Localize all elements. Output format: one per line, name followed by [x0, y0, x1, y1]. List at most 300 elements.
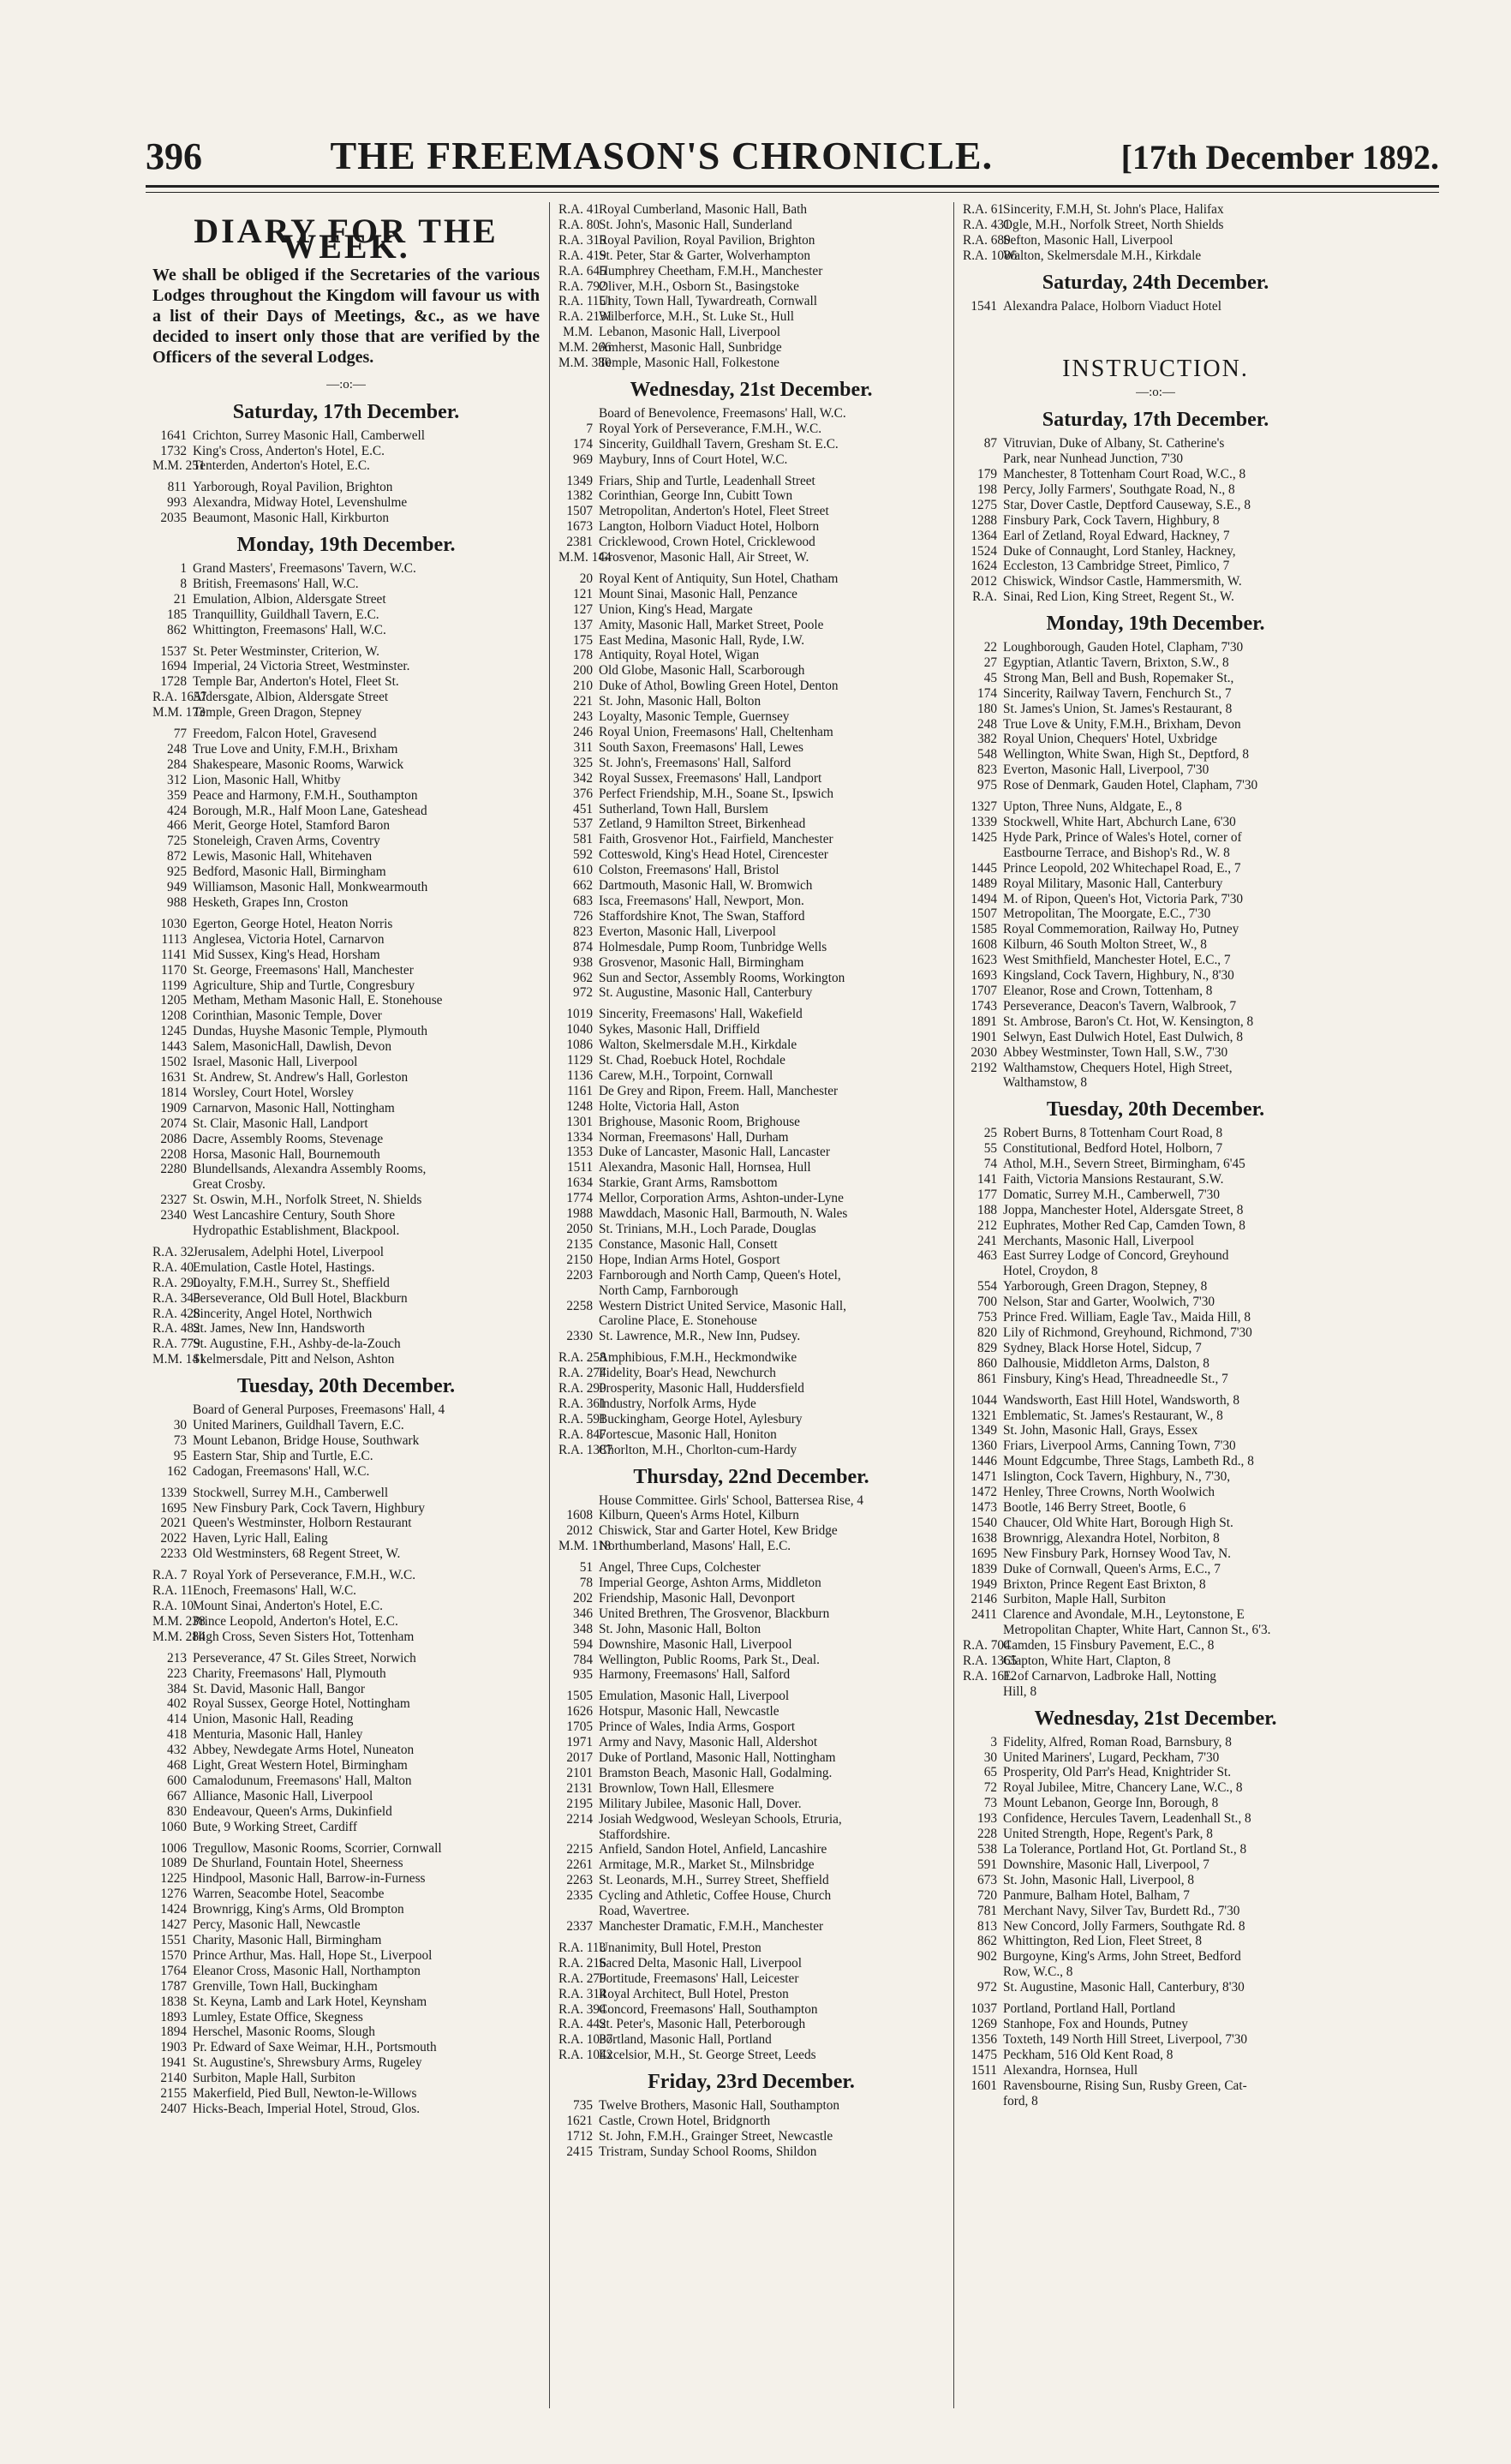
page-number: 396 — [146, 135, 202, 177]
lodge-entry — [152, 2040, 540, 2055]
lodge-number: 188 — [977, 1202, 997, 1217]
lodge-number: 972 — [977, 1980, 997, 1995]
lodge-entry — [152, 1630, 540, 1645]
lodge-entry — [963, 1842, 1348, 1857]
lodge-number: R.A. 431 — [963, 217, 1011, 232]
lodge-number: 243 — [573, 709, 593, 725]
lodge-details: St. John, Masonic Hall, Liverpool, 8 — [1003, 1872, 1195, 1887]
lodge-number: 862 — [977, 1934, 997, 1949]
lodge-entry — [558, 971, 944, 986]
lodge-number: 1839 — [971, 1561, 997, 1576]
lodge-number: R.A. — [972, 589, 997, 605]
lodge-number: 1339 — [160, 1485, 187, 1500]
lodge-entry — [558, 1781, 944, 1797]
lodge-number: R.A. 274 — [558, 1366, 606, 1381]
lodge-entry — [558, 1329, 944, 1344]
lodge-details: Chiswick, Star and Garter Hotel, Kew Bridge — [599, 1523, 838, 1539]
lodge-entry — [963, 1780, 1348, 1796]
lodge-entry — [152, 1132, 540, 1147]
lodge-number: 1814 — [160, 1085, 187, 1100]
lodge-details: Alexandra, Masonic Hall, Hornsea, Hull — [599, 1160, 811, 1175]
lodge-number: 348 — [573, 1621, 593, 1636]
lodge-entry — [152, 561, 540, 577]
lodge-number: 178 — [573, 648, 593, 663]
day-heading: Wednesday, 21st December. — [630, 378, 873, 401]
lodge-number: 1339 — [971, 815, 997, 829]
lodge-entry — [152, 495, 540, 511]
lodge-number: 72 — [983, 1780, 997, 1796]
lodge-number: 325 — [573, 755, 593, 770]
lodge-entry — [558, 1299, 944, 1314]
lodge-details: Staffordshire Knot, The Swan, Stafford — [599, 908, 805, 924]
lodge-details: Park, near Nunhead Junction, 7'30 — [1003, 452, 1184, 467]
lodge-details: Royal Pavilion, Royal Pavilion, Brighton — [599, 232, 815, 248]
lodge-entry — [558, 279, 944, 295]
lodge-entry — [152, 1116, 540, 1132]
lodge-entry — [558, 1919, 944, 1935]
lodge-details: St. Keyna, Lamb and Lark Hotel, Keynsham — [193, 1994, 427, 2009]
lodge-details: New Finsbury Park, Hornsey Wood Tav, N. — [1003, 1546, 1231, 1561]
lodge-details: Antiquity, Royal Hotel, Wigan — [599, 648, 760, 663]
lodge-entry — [558, 2114, 944, 2129]
lodge-details: Downshire, Masonic Hall, Liverpool, 7 — [1003, 1857, 1209, 1872]
lodge-details: Perseverance, 47 St. Giles Street, Norwich — [193, 1650, 416, 1666]
lodge-entry — [963, 717, 1348, 733]
lodge-entry — [558, 294, 944, 309]
lodge-details: Union, King's Head, Margate — [599, 601, 753, 617]
lodge-details: Brighouse, Masonic Room, Brighouse — [599, 1114, 800, 1129]
lodge-entry — [558, 1396, 944, 1412]
lodge-entry — [963, 640, 1348, 655]
lodge-details: Mount Sinai, Masonic Hall, Penzance — [599, 586, 797, 601]
lodge-entry — [963, 1218, 1348, 1234]
lodge-entry — [152, 1337, 540, 1352]
lodge-details: Hyde Park, Prince of Wales's Hotel, corner of — [1003, 829, 1242, 845]
lodge-details: Prosperity, Old Parr's Head, Knightrider St. — [1003, 1765, 1232, 1780]
lodge-entry — [152, 1177, 540, 1193]
lodge-number: 2155 — [160, 2086, 187, 2102]
lodge-number: 2086 — [160, 1131, 187, 1146]
lodge-details: Imperial George, Ashton Arms, Middleton — [599, 1576, 821, 1591]
lodge-number: R.A. 2131 — [558, 309, 613, 325]
lodge-number: 77 — [173, 727, 187, 742]
lodge-number: 45 — [983, 670, 997, 685]
page-header — [146, 133, 1439, 182]
lodge-number: 1199 — [160, 978, 187, 993]
lodge-entry — [152, 1208, 540, 1223]
lodge-entry — [558, 1068, 944, 1084]
lodge-entry — [152, 948, 540, 963]
lodge-number: 1909 — [160, 1100, 187, 1115]
lodge-entry — [152, 1070, 540, 1085]
lodge-entry — [558, 618, 944, 633]
lodge-number: M.M. 266 — [558, 340, 612, 356]
lodge-number: 1941 — [160, 2055, 187, 2071]
lodge-entry — [152, 1101, 540, 1116]
lodge-number: 2330 — [566, 1329, 593, 1344]
lodge-entry — [152, 963, 540, 978]
lodge-details: Charity, Masonic Hall, Birmingham — [193, 1933, 382, 1947]
lodge-details: Manchester Dramatic, F.M.H., Manchester — [599, 1918, 824, 1934]
lodge-number: 418 — [167, 1727, 187, 1743]
lodge-details: Fortescue, Masonic Hall, Honiton — [599, 1426, 777, 1442]
lodge-entry — [963, 2048, 1348, 2063]
lodge-details: Joppa, Manchester Hotel, Aldersgate Street, 8 — [1003, 1202, 1244, 1217]
lodge-details: Board of Benevolence, Freemasons' Hall, W.C. — [599, 405, 846, 421]
lodge-number: 376 — [573, 786, 593, 801]
lodge-details: St. Augustine, F.H., Ashby-de-la-Zouch — [193, 1337, 401, 1352]
lodge-details: St. Augustine, Masonic Hall, Canterbury, 8'30 — [1003, 1980, 1245, 1995]
lodge-entry — [963, 1141, 1348, 1157]
lodge-number: 1353 — [566, 1145, 593, 1160]
lodge-entry — [963, 778, 1348, 793]
lodge-number: 221 — [573, 694, 593, 709]
lodge-number: 1732 — [160, 443, 187, 458]
lodge-details: E. of Carnarvon, Ladbroke Hall, Notting — [1003, 1668, 1216, 1684]
lodge-entry — [558, 2017, 944, 2032]
lodge-entry — [558, 1704, 944, 1719]
lodge-entry — [963, 1965, 1348, 1980]
lodge-number: M.M. 173 — [152, 705, 206, 721]
lodge-number: 175 — [573, 632, 593, 648]
lodge-number: 1327 — [971, 799, 997, 815]
lodge-details: Royal Kent of Antiquity, Sun Hotel, Chatham — [599, 571, 839, 586]
lodge-details: Hesketh, Grapes Inn, Croston — [193, 895, 349, 910]
lodge-details: South Saxon, Freemasons' Hall, Lewes — [599, 739, 803, 755]
lodge-details: Grosvenor, Masonic Hall, Birmingham — [599, 954, 804, 970]
lodge-number: 2021 — [160, 1516, 187, 1531]
lodge-entry — [963, 1469, 1348, 1485]
lodge-number: 975 — [977, 778, 997, 793]
lodge-entry — [558, 1084, 944, 1099]
lodge-entry — [963, 1857, 1348, 1873]
lodge-details: Western District United Service, Masonic Hall, — [599, 1298, 846, 1313]
lodge-number: 1893 — [160, 2009, 187, 2024]
lodge-entry — [558, 504, 944, 519]
lodge-details: St. Peter's, Masonic Hall, Peterborough — [599, 2017, 806, 2032]
lodge-entry — [558, 519, 944, 535]
lodge-number: 202 — [573, 1590, 593, 1606]
lodge-details: New Finsbury Park, Cock Tavern, Highbury — [193, 1500, 425, 1516]
lodge-entry — [963, 513, 1348, 529]
lodge-details: Islington, Cock Tavern, Highbury, N., 7'30, — [1003, 1469, 1231, 1485]
lodge-number: 73 — [173, 1432, 187, 1448]
column-1 — [152, 202, 540, 2117]
lodge-number: 2261 — [566, 1857, 593, 1873]
lodge-entry — [558, 1576, 944, 1591]
lodge-details: Sincerity, F.M.H, St. John's Place, Halifax — [1003, 202, 1224, 217]
lodge-entry — [963, 1408, 1348, 1424]
lodge-number: 2050 — [566, 1222, 593, 1236]
lodge-entry — [558, 663, 944, 679]
lodge-entry — [152, 993, 540, 1008]
lodge-number: 813 — [977, 1918, 997, 1934]
lodge-number: R.A. 482 — [152, 1321, 200, 1337]
lodge-number: 466 — [167, 818, 187, 834]
lodge-details: New Concord, Jolly Farmers, Southgate Rd. 8 — [1003, 1918, 1245, 1934]
lodge-list — [963, 299, 1348, 314]
lodge-list — [558, 202, 944, 371]
lodge-number: 1360 — [971, 1438, 997, 1454]
lodge-number: 1695 — [971, 1546, 997, 1561]
lodge-number: 720 — [977, 1887, 997, 1903]
lodge-details: M. of Ripon, Queen's Hot, Victoria Park, 7'30 — [1003, 891, 1244, 906]
lodge-details: St. Andrew, St. Andrew's Hall, Gorleston — [193, 1069, 409, 1085]
lodge-details: Merit, George Hotel, Stamford Baron — [193, 818, 390, 834]
lodge-number: 1473 — [971, 1499, 997, 1515]
lodge-entry — [963, 1061, 1348, 1076]
lodge-number: 1141 — [160, 947, 187, 962]
lodge-details: Lewis, Masonic Hall, Whitehaven — [193, 849, 373, 864]
lodge-entry — [558, 1971, 944, 1987]
lodge-details: Prince Arthur, Mas. Hall, Hope St., Liverpool — [193, 1947, 433, 1963]
lodge-entry — [152, 1820, 540, 1835]
lodge-details: Everton, Masonic Hall, Liverpool — [599, 924, 776, 939]
lodge-entry — [558, 1130, 944, 1145]
lodge-number: 346 — [573, 1606, 593, 1621]
lodge-details: Bootle, 146 Berry Street, Bootle, 6 — [1003, 1499, 1186, 1515]
lodge-list — [963, 436, 1348, 605]
lodge-entry — [963, 1203, 1348, 1218]
lodge-number: 1511 — [566, 1160, 593, 1175]
lodge-entry — [963, 1546, 1348, 1562]
lodge-number: 1694 — [160, 659, 187, 674]
lodge-entry — [558, 1160, 944, 1175]
lodge-details: Finsbury, King's Head, Threadneedle St., 7 — [1003, 1371, 1228, 1386]
lodge-entry — [558, 1719, 944, 1735]
lodge-number: 1537 — [160, 643, 187, 659]
lodge-entry — [558, 816, 944, 832]
lodge-number: 1507 — [971, 906, 997, 922]
lodge-number: 1743 — [971, 998, 997, 1014]
lodge-entry — [963, 299, 1348, 314]
lodge-details: Bramston Beach, Masonic Hall, Godalming. — [599, 1765, 833, 1780]
lodge-entry — [558, 679, 944, 694]
lodge-details: Walthamstow, Chequers Hotel, High Street, — [1003, 1060, 1233, 1075]
header-rule — [146, 185, 1439, 188]
lodge-entry — [963, 1750, 1348, 1766]
lodge-entry — [963, 1045, 1348, 1061]
lodge-details: Brownlow, Town Hall, Ellesmere — [599, 1780, 774, 1796]
lodge-entry — [558, 2129, 944, 2144]
lodge-details: St. John's, Freemasons' Hall, Salford — [599, 755, 791, 770]
lodge-details: Lion, Masonic Hall, Whitby — [193, 772, 341, 787]
lodge-details: Chiswick, Windsor Castle, Hammersmith, W. — [1003, 574, 1242, 589]
lodge-details: Star, Dover Castle, Deptford Causeway, S.E., 8 — [1003, 497, 1251, 512]
lodge-number: 137 — [573, 617, 593, 632]
lodge-entry — [152, 1727, 540, 1743]
lodge-details: Corinthian, George Inn, Cubitt Town — [599, 488, 793, 504]
lodge-number: 1472 — [971, 1485, 997, 1500]
lodge-number: R.A. 361 — [558, 1396, 606, 1411]
lodge-details: Nelson, Star and Garter, Woolwich, 7'30 — [1003, 1295, 1215, 1310]
lodge-number: 610 — [573, 863, 593, 878]
lodge-number: 2381 — [566, 535, 593, 550]
lodge-number: R.A. 11 — [152, 1583, 194, 1599]
lodge-details: Everton, Masonic Hall, Liverpool, 7'30 — [1003, 763, 1209, 778]
lodge-number: 1524 — [971, 543, 997, 559]
lodge-entry — [152, 834, 540, 849]
lodge-entry — [558, 340, 944, 356]
lodge-number: 213 — [167, 1650, 187, 1666]
lodge-details: St. Peter Westminster, Criterion, W. — [193, 643, 379, 659]
lodge-details: Military Jubilee, Masonic Hall, Dover. — [599, 1796, 802, 1811]
lodge-entry — [152, 1291, 540, 1307]
lodge-entry — [963, 202, 1348, 218]
separator: —:o:— — [1136, 386, 1175, 400]
lodge-number: 432 — [167, 1743, 187, 1758]
lodge-entry — [152, 2071, 540, 2086]
lodge-number: 2337 — [566, 1918, 593, 1934]
lodge-details: St. Ambrose, Baron's Ct. Hot, W. Kensington, 8 — [1003, 1014, 1254, 1029]
lodge-details: Finsbury Park, Cock Tavern, Highbury, 8 — [1003, 512, 1220, 528]
lodge-entry — [963, 544, 1348, 559]
lodge-details: Royal York of Perseverance, F.M.H., W.C. — [599, 421, 822, 436]
lodge-entry — [558, 1956, 944, 1971]
lodge-number: 2150 — [566, 1252, 593, 1267]
lodge-details: Grosvenor, Masonic Hall, Air Street, W. — [599, 550, 809, 565]
lodge-details: Robert Burns, 8 Tottenham Court Road, 8 — [1003, 1126, 1223, 1141]
lodge-details: Sinai, Red Lion, King Street, Regent St., W. — [1003, 589, 1234, 605]
lodge-details: Menturia, Masonic Hall, Hanley — [193, 1727, 363, 1743]
lodge-entry — [152, 1464, 540, 1480]
lodge-details: Euphrates, Mother Red Cap, Camden Town, 8 — [1003, 1217, 1245, 1233]
lodge-details: Wellington, White Swan, High St., Deptford, 8 — [1003, 747, 1249, 763]
lodge-number: 212 — [977, 1217, 997, 1233]
lodge-entry — [963, 830, 1348, 846]
lodge-entry — [963, 1669, 1348, 1684]
diary-intro: We shall be obliged if the Secretaries of the various Lodges throughout the Kingdom will favour us with a list of their Days of Meetings, &c., as we have decided to insert only those that are verified by the Officers of the several Lodges. — [152, 265, 540, 367]
lodge-details: Peckham, 516 Old Kent Road, 8 — [1003, 2047, 1174, 2062]
lodge-entry — [152, 1979, 540, 1995]
lodge-number: R.A. 10 — [152, 1598, 194, 1613]
lodge-number: 823 — [573, 924, 593, 939]
lodge-entry — [152, 1352, 540, 1367]
lodge-details: St. John's, Masonic Hall, Sunderland — [599, 217, 792, 232]
lodge-entry — [558, 2048, 944, 2063]
lodge-entry — [963, 1765, 1348, 1780]
lodge-number: 1006 — [160, 1840, 187, 1856]
lodge-entry — [963, 1485, 1348, 1500]
lodge-details: Herschel, Masonic Rooms, Slough — [193, 2024, 375, 2040]
lodge-entry — [558, 2098, 944, 2114]
lodge-entry — [558, 1560, 944, 1576]
lodge-entry — [558, 1145, 944, 1160]
lodge-number: 228 — [977, 1827, 997, 1842]
lodge-details: Walton, Skelmersdale M.H., Kirkdale — [1003, 248, 1202, 263]
lodge-details: Sutherland, Town Hall, Burslem — [599, 801, 768, 816]
lodge-number: 2012 — [971, 574, 997, 589]
lodge-number: 1502 — [160, 1055, 187, 1070]
lodge-entry — [963, 1248, 1348, 1264]
lodge-number: 193 — [977, 1811, 997, 1827]
lodge-number: R.A. 1037 — [558, 2032, 613, 2048]
lodge-details: Clapton, White Hart, Clapton, 8 — [1003, 1654, 1171, 1669]
lodge-number: 594 — [573, 1636, 593, 1652]
lodge-number: 972 — [573, 985, 593, 1001]
lodge-number: 1673 — [566, 519, 593, 535]
lodge-details: Prince of Wales, India Arms, Gosport — [599, 1719, 796, 1735]
lodge-number: 1086 — [566, 1038, 593, 1053]
lodge-number: 141 — [977, 1171, 997, 1187]
lodge-entry — [152, 1546, 540, 1562]
lodge-details: Chorlton, M.H., Chorlton-cum-Hardy — [599, 1442, 797, 1457]
lodge-number: 1030 — [160, 916, 187, 931]
lodge-number: R.A. 419 — [558, 248, 606, 263]
lodge-details: Perseverance, Old Bull Hotel, Blackburn — [193, 1290, 408, 1306]
lodge-details: Cycling and Athletic, Coffee House, Church — [599, 1888, 832, 1904]
lodge-details: Brownrigg, Alexandra Hotel, Norbiton, 8 — [1003, 1530, 1220, 1546]
lodge-number: 2214 — [566, 1811, 593, 1827]
lodge-number: 1764 — [160, 1963, 187, 1978]
lodge-number: 2233 — [160, 1546, 187, 1562]
lodge-details: Eccleston, 13 Cambridge Street, Pimlico, 7 — [1003, 559, 1230, 574]
lodge-number: 1334 — [566, 1129, 593, 1145]
lodge-number: 30 — [173, 1418, 187, 1432]
lodge-details: Mid Sussex, King's Head, Horsham — [193, 947, 380, 962]
lodge-entry — [152, 978, 540, 994]
lodge-details: Royal York of Perseverance, F.M.H., W.C. — [193, 1568, 416, 1583]
lodge-entry — [963, 1500, 1348, 1516]
lodge-number: 2263 — [566, 1873, 593, 1888]
lodge-details: Downshire, Masonic Hall, Liverpool — [599, 1636, 792, 1652]
lodge-details: Percy, Masonic Hall, Newcastle — [193, 1917, 361, 1933]
lodge-details: Royal Cumberland, Masonic Hall, Bath — [599, 202, 808, 217]
lodge-entry — [152, 932, 540, 948]
lodge-number: R.A. 290 — [558, 1381, 606, 1396]
lodge-entry — [152, 644, 540, 660]
lodge-details: United Mariners, Guildhall Tavern, E.C. — [193, 1418, 404, 1432]
lodge-details: Amherst, Masonic Hall, Sunbridge — [599, 340, 782, 356]
lodge-entry — [558, 452, 944, 468]
lodge-details: Fidelity, Alfred, Roman Road, Barnsbury, 8 — [1003, 1734, 1232, 1749]
lodge-entry — [152, 1917, 540, 1933]
lodge-entry — [963, 1172, 1348, 1187]
lodge-details: Oliver, M.H., Osborn St., Basingstoke — [599, 278, 799, 294]
lodge-number: 735 — [573, 2098, 593, 2114]
lodge-entry — [558, 1115, 944, 1130]
lodge-number: 424 — [167, 803, 187, 818]
lodge-entry — [963, 436, 1348, 452]
lodge-entry — [558, 709, 944, 725]
lodge-number: 1471 — [971, 1469, 997, 1485]
lodge-entry — [963, 1827, 1348, 1842]
lodge-details: Friars, Liverpool Arms, Canning Town, 7'30 — [1003, 1438, 1236, 1454]
lodge-number: 1321 — [971, 1408, 997, 1423]
lodge-entry — [152, 1321, 540, 1337]
lodge-number: 902 — [977, 1949, 997, 1965]
lodge-number: 1838 — [160, 1994, 187, 2009]
lodge-details: Sun and Sector, Assembly Rooms, Workington — [599, 970, 845, 985]
lodge-details: Dalhousie, Middleton Arms, Dalston, 8 — [1003, 1355, 1209, 1371]
lodge-number: 468 — [167, 1758, 187, 1773]
lodge-details: Rose of Denmark, Gauden Hotel, Clapham, 7'30 — [1003, 778, 1258, 793]
lodge-details: Burgoyne, King's Arms, John Street, Bedford — [1003, 1949, 1241, 1965]
lodge-details: Royal Commemoration, Railway Ho, Putney — [1003, 922, 1239, 937]
lodge-entry — [963, 1562, 1348, 1577]
lodge-number: 1245 — [160, 1024, 187, 1039]
lodge-details: Temple, Masonic Hall, Folkestone — [599, 356, 779, 371]
lodge-number: 1494 — [971, 891, 997, 906]
lodge-number: 949 — [167, 880, 187, 895]
lodge-entry — [152, 917, 540, 932]
lodge-details: Faith, Victoria Mansions Restaurant, S.W. — [1003, 1171, 1224, 1187]
lodge-entry — [963, 1980, 1348, 1995]
lodge-details: St. Trinians, M.H., Loch Parade, Douglas — [599, 1222, 816, 1236]
lodge-entry — [963, 2001, 1348, 2017]
lodge-number: R.A. 1657 — [152, 690, 207, 705]
lodge-number: 862 — [167, 622, 187, 637]
